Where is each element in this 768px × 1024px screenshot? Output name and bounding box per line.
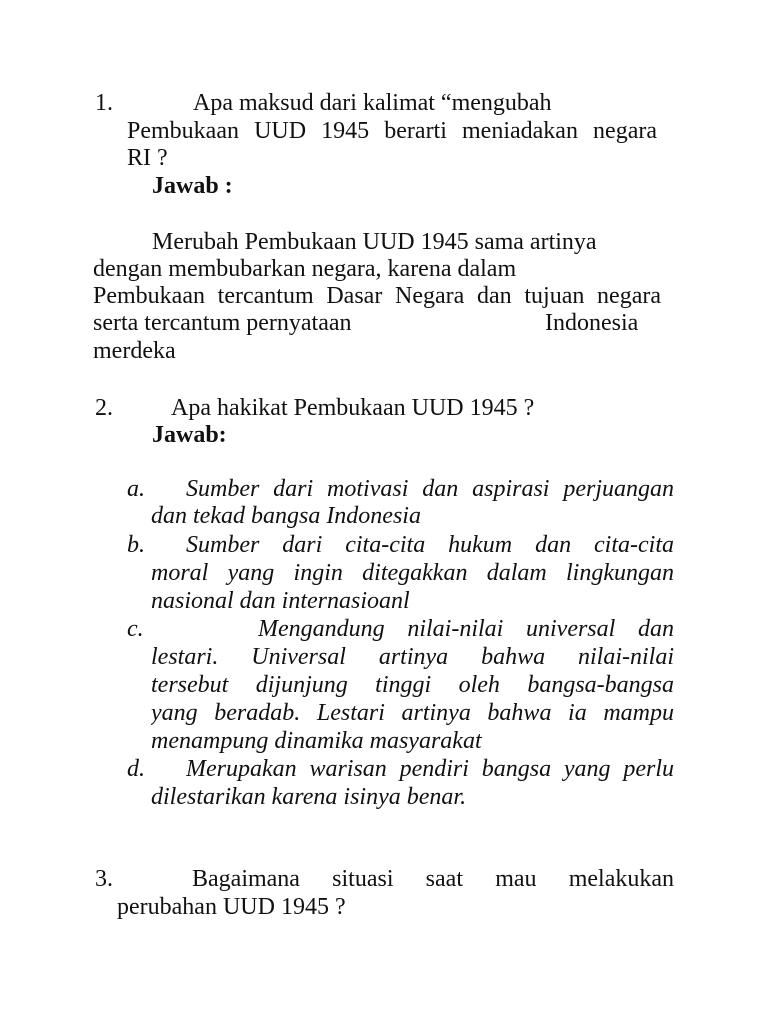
list-item-text: tersebut dijunjung tinggi oleh bangsa-bangsa — [151, 672, 674, 698]
list-item-text: Mengandung nilai-nilai universal dan — [258, 616, 674, 642]
list-item-text: yang beradab. Lestari artinya bahwa ia mampu — [151, 700, 674, 726]
answer-text: Pembukaan tercantum Dasar Negara dan tujuan negara — [93, 283, 661, 309]
list-item-text: nasional dan internasioanl — [151, 588, 410, 614]
question-text: perubahan UUD 1945 ? — [117, 894, 346, 920]
question-text: Apa maksud dari kalimat “mengubah — [193, 90, 552, 116]
question-text: Apa hakikat Pembukaan UUD 1945 ? — [171, 395, 535, 421]
list-letter: a. — [127, 476, 145, 502]
answer-text: merdeka — [93, 338, 176, 364]
question-number: 3. — [95, 866, 113, 892]
list-item-text: Merupakan warisan pendiri bangsa yang perlu — [186, 756, 674, 782]
list-letter: c. — [127, 616, 144, 642]
list-item-text: menampung dinamika masyarakat — [151, 728, 482, 754]
answer-heading: Jawab : — [152, 173, 233, 199]
answer-text: serta tercantum pernyataan — [93, 310, 352, 336]
list-item-text: lestari. Universal artinya bahwa nilai-nilai — [151, 644, 674, 670]
list-letter: d. — [127, 756, 145, 782]
question-text: Pembukaan UUD 1945 berarti meniadakan negara — [127, 118, 657, 144]
answer-heading: Jawab: — [152, 422, 227, 448]
answer-text: dengan membubarkan negara, karena dalam — [93, 256, 517, 282]
question-number: 2. — [95, 395, 113, 421]
list-item-text: dan tekad bangsa Indonesia — [151, 503, 421, 529]
list-item-text: moral yang ingin ditegakkan dalam lingkungan — [151, 560, 674, 586]
list-item-text: Sumber dari motivasi dan aspirasi perjuangan — [186, 476, 674, 502]
question-text: Bagaimana situasi saat mau melakukan — [192, 866, 674, 892]
question-number: 1. — [95, 90, 113, 116]
list-item-text: Sumber dari cita-cita hukum dan cita-cita — [186, 532, 674, 558]
question-text: RI ? — [127, 145, 168, 171]
list-letter: b. — [127, 532, 145, 558]
list-item-text: dilestarikan karena isinya benar. — [151, 784, 467, 810]
answer-text: Indonesia — [545, 310, 639, 336]
answer-text: Merubah Pembukaan UUD 1945 sama artinya — [152, 229, 597, 255]
